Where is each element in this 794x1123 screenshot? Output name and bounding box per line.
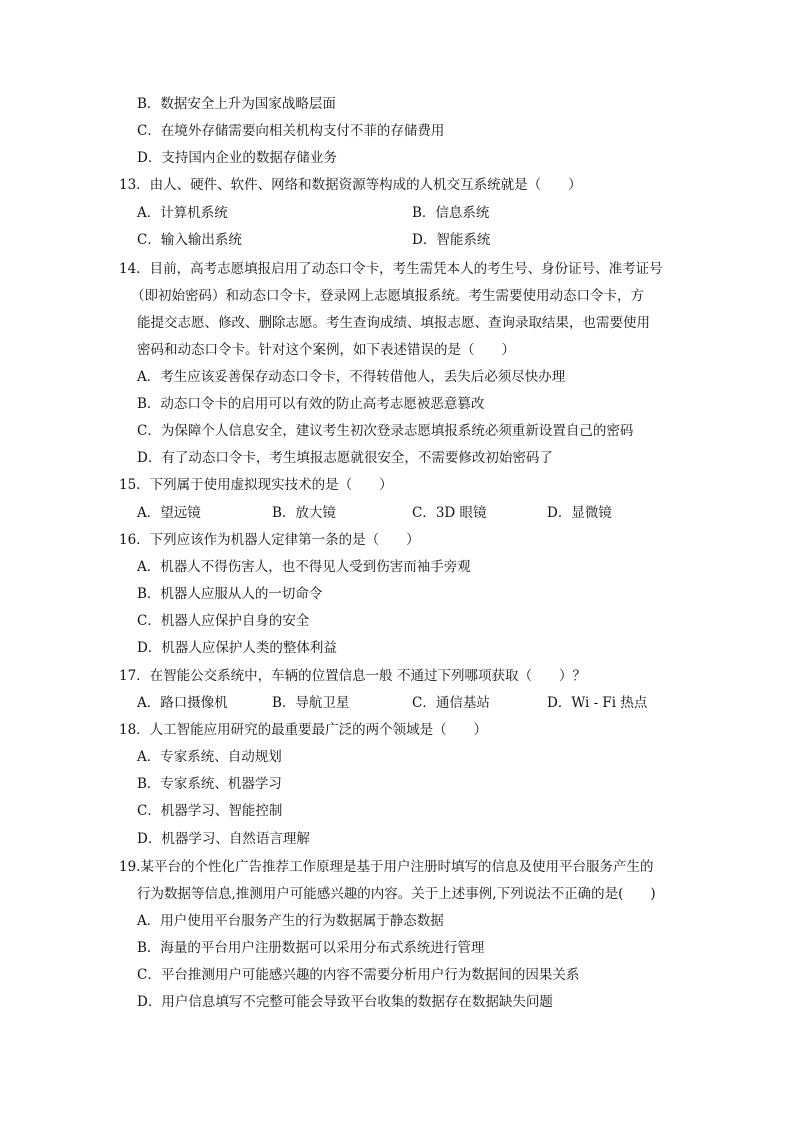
q18-option-c: C．机器学习、智能控制	[137, 803, 283, 819]
q19-option-b: B．海量的平台用户注册数据可以采用分布式系统进行管理	[137, 940, 485, 956]
q14-option-c: C．为保障个人信息安全，建议考生初次登录志愿填报系统必须重新设置自己的密码	[137, 423, 634, 439]
q19-stem-line-2: 行为数据等信息,推测用户可能感兴趣的内容。关于上述事例,下列说法不正确的是( )	[137, 886, 656, 902]
q19-stem-line-1: 19.某平台的个性化广告推荐工作原理是基于用户注册时填写的信息及使用平台服务产生的	[119, 859, 654, 875]
q16-option-b: B．机器人应服从人的一切命令	[137, 586, 323, 602]
q14-option-d: D．有了动态口令卡，考生填报志愿就很安全，不需要修改初始密码了	[137, 450, 553, 466]
q15-option-c: C．3D 眼镜	[412, 505, 487, 521]
q18-stem: 18．人工智能应用研究的最重要最广泛的两个领域是（ ）	[119, 722, 488, 738]
q15-stem: 15．下列属于使用虚拟现实技术的是（ ）	[119, 477, 393, 493]
q17-option-a: A．路口摄像机	[137, 695, 228, 711]
q14-stem-line-1: 14．目前，高考志愿填报启用了动态口令卡，考生需凭本人的考生号、身份证号、准考证号	[119, 261, 663, 277]
q17-stem: 17．在智能公交系统中，车辆的位置信息一般 不通过下列哪项获取（ ）？	[119, 668, 586, 684]
q15-option-d: D．显微镜	[547, 505, 612, 521]
q13-option-c: C．输入输出系统	[137, 232, 242, 248]
q16-option-d: D．机器人应保护人类的整体利益	[137, 640, 337, 656]
q15-option-a: A．望远镜	[137, 505, 201, 521]
q13-option-a: A．计算机系统	[137, 205, 228, 221]
q15-option-b: B．放大镜	[272, 505, 336, 521]
q18-option-b: B．专家系统、机器学习	[137, 776, 282, 792]
q12-option-b: B．数据安全上升为国家战略层面	[137, 96, 336, 112]
q17-option-d: D．Wi - Fi 热点	[547, 695, 648, 711]
q18-option-d: D．机器学习、自然语言理解	[137, 831, 310, 847]
q12-option-c: C．在境外存储需要向相关机构支付不菲的存储费用	[137, 123, 445, 139]
q17-option-b: B．导航卫星	[272, 695, 350, 711]
q14-option-a: A．考生应该妥善保存动态口令卡，不得转借他人，丢失后必须尽快办理	[137, 369, 566, 385]
q19-option-d: D．用户信息填写不完整可能会导致平台收集的数据存在数据缺失问题	[137, 994, 553, 1010]
q19-option-a: A．用户使用平台服务产生的行为数据属于静态数据	[137, 913, 444, 929]
q16-option-a: A．机器人不得伤害人，也不得见人受到伤害而袖手旁观	[137, 559, 471, 575]
q14-stem-line-4: 密码和动态口令卡。针对这个案例，如下表述错误的是（ ）	[137, 342, 515, 358]
q16-option-c: C．机器人应保护自身的安全	[137, 613, 310, 629]
q13-option-d: D．智能系统	[412, 232, 491, 248]
q13-stem: 13．由人、硬件、软件、网络和数据资源等构成的人机交互系统就是（ ）	[119, 177, 582, 193]
q17-option-c: C．通信基站	[412, 695, 490, 711]
q14-option-b: B．动态口令卡的启用可以有效的防止高考志愿被恶意篡改	[137, 396, 485, 412]
q18-option-a: A．专家系统、自动规划	[137, 749, 282, 765]
q19-option-c: C．平台推测用户可能感兴趣的内容不需要分析用户行为数据间的因果关系	[137, 967, 580, 983]
q14-stem-line-2: （即初始密码）和动态口令卡，登录网上志愿填报系统。考生需要使用动态口令卡，方	[131, 288, 644, 304]
q14-stem-line-3: 能提交志愿、修改、删除志愿。考生查询成绩、填报志愿、查询录取结果，也需要使用	[137, 315, 650, 331]
q13-option-b: B．信息系统	[412, 205, 490, 221]
q16-stem: 16．下列应该作为机器人定律第一条的是（ ）	[119, 532, 420, 548]
q12-option-d: D．支持国内企业的数据存储业务	[137, 150, 337, 166]
